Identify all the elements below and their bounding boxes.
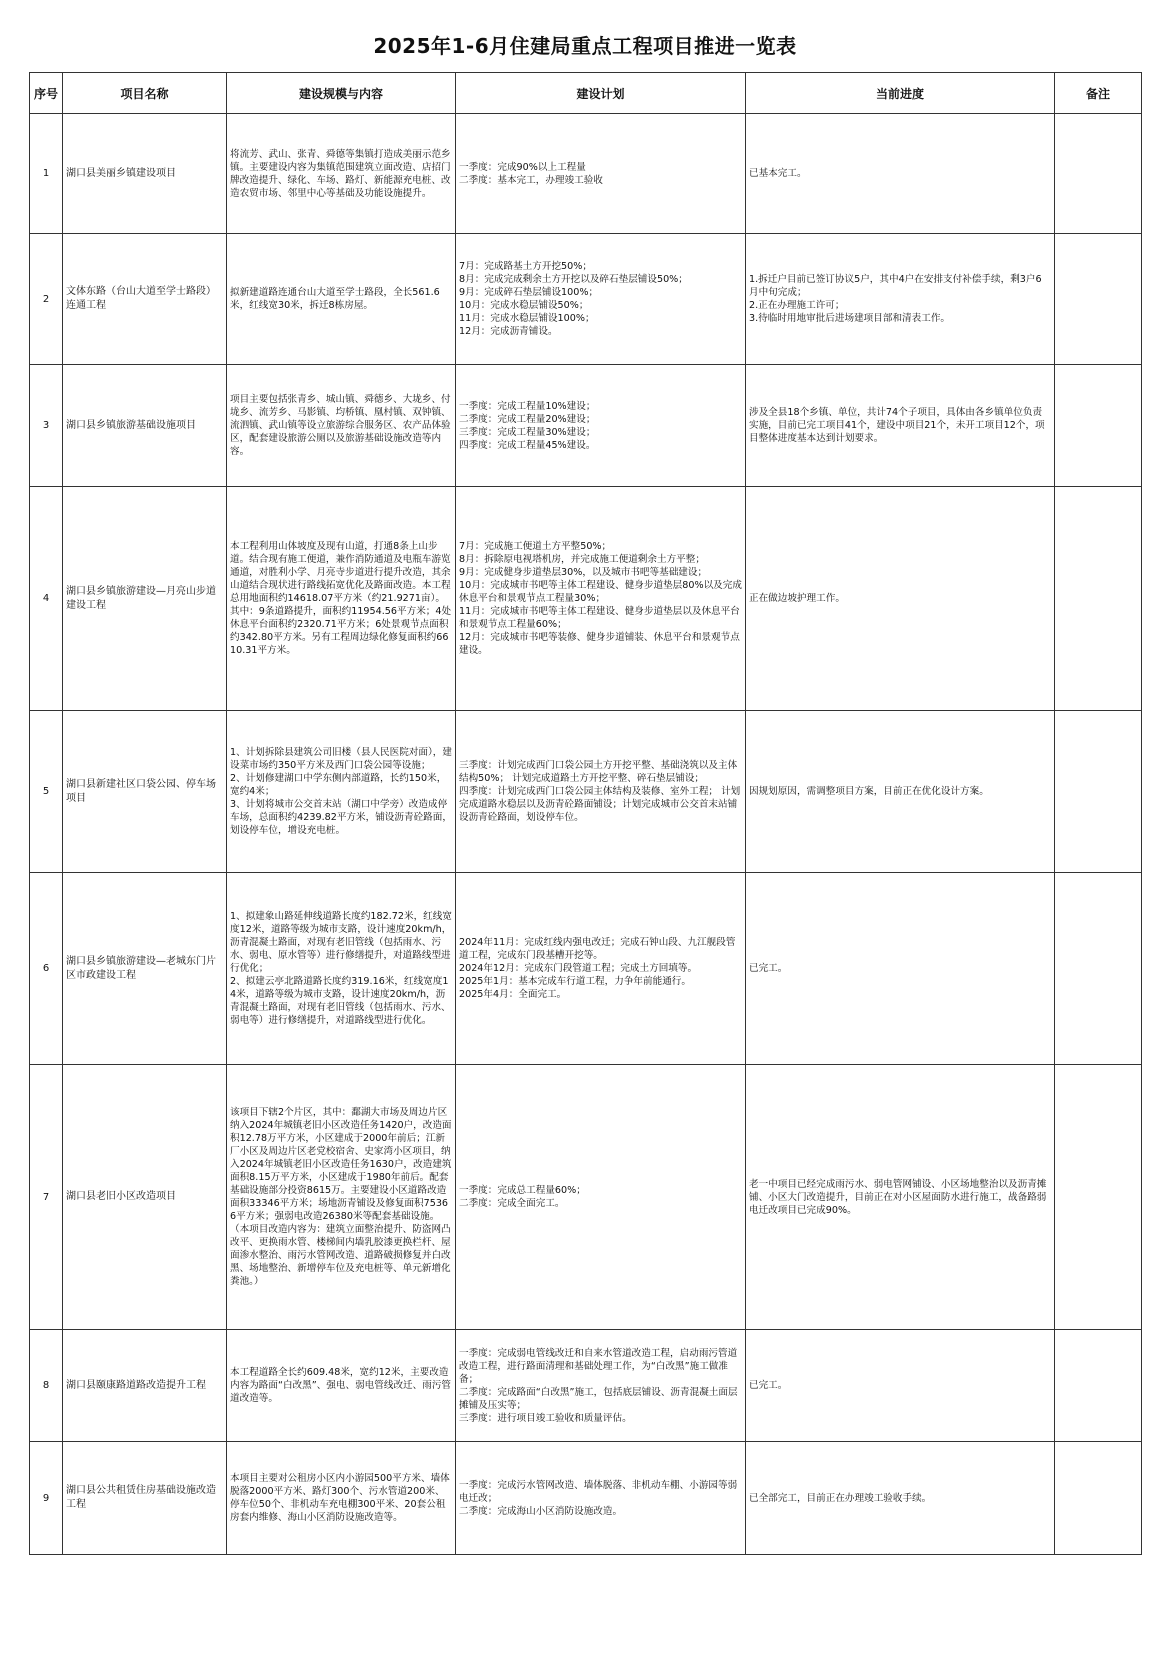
row-progress: 已完工。 — [746, 873, 1055, 1065]
row-remark — [1055, 1330, 1142, 1442]
project-table — [29, 72, 1142, 1555]
row-progress: 已完工。 — [746, 1330, 1055, 1442]
row-name: 湖口县颐康路道路改造提升工程 — [63, 1330, 227, 1442]
row-seq: 2 — [30, 234, 63, 365]
row-scope: 项目主要包括张青乡、城山镇、舜德乡、大垅乡、付垅乡、流芳乡、马影镇、均桥镇、凰村镇、双钟镇、流泗镇、武山镇等设立旅游综合服务区、农产品体验区，配套建设旅游公厕以及旅游基础设施改造等内容。 — [227, 365, 456, 487]
table-row — [30, 365, 1142, 487]
row-scope: 将流芳、武山、张青、舜德等集镇打造成美丽示范乡镇。主要建设内容为集镇范围建筑立面改造、店招门牌改造提升、绿化、车场、路灯、新能源充电桩、改造农贸市场、邻里中心等基础及功能设施提升。 — [227, 114, 456, 234]
row-plan: 一季度：完成90%以上工程量 二季度：基本完工，办理竣工验收 — [456, 114, 746, 234]
table-row — [30, 711, 1142, 873]
header-name: 项目名称 — [63, 73, 227, 114]
row-name: 湖口县新建社区口袋公园、停车场项目 — [63, 711, 227, 873]
table-row — [30, 873, 1142, 1065]
table-row — [30, 114, 1142, 234]
row-scope: 本工程道路全长约609.48米，宽约12米，主要改造内容为路面“白改黑”、强电、弱电管线改迁、雨污管道改造等。 — [227, 1330, 456, 1442]
row-plan: 三季度：计划完成西门口袋公园土方开挖平整、基础浇筑以及主体结构50%； 计划完成道路土方开挖平整、碎石垫层铺设； 四季度：计划完成西门口袋公园主体结构及装修、室外工程； 计划完成道路水稳层以及沥青砼路面铺设；计划完成城市公交首末站铺设沥青砼路面，划设停车位。 — [456, 711, 746, 873]
row-remark — [1055, 365, 1142, 487]
row-plan: 7月：完成施工便道土方平整50%； 8月：拆除原电视塔机房，并完成施工便道剩余土方平整； 9月：完成健身步道垫层30%，以及城市书吧等基础建设； 10月：完成城市书吧等主体工程建设、健身步道垫层80%以及完成休息平台和景观节点工程量30%； 11月：完成城市书吧等主体工程建设、健身步道垫层以及休息平台和景观节点工程量60%； 12月：完成城市书吧等装修、健身步道铺装、休息平台和景观节点建设。 — [456, 487, 746, 711]
row-seq: 8 — [30, 1330, 63, 1442]
header-scope: 建设规模与内容 — [227, 73, 456, 114]
row-seq: 3 — [30, 365, 63, 487]
header-seq: 序号 — [30, 73, 63, 114]
row-remark — [1055, 1065, 1142, 1330]
table-row — [30, 1330, 1142, 1442]
table-row — [30, 487, 1142, 711]
row-scope: 本工程利用山体坡度及现有山道，打通8条上山步道。结合现有施工便道，兼作消防通道及电瓶车游览通道，对胜利小学、月亮寺步道进行提升改造，其余山道结合现状进行路线拓宽优化及路面改造。本工程总用地面积约14618.07平方米（约21.9271亩）。其中：9条道路提升，面积约11954.56平方米；4处休息平台面积约2320.71平方米；6处景观节点面积约342.80平方米。另有工程周边绿化修复面积约6610.31平方米。 — [227, 487, 456, 711]
row-name: 湖口县乡镇旅游基础设施项目 — [63, 365, 227, 487]
table-row — [30, 1442, 1142, 1555]
row-name: 湖口县美丽乡镇建设项目 — [63, 114, 227, 234]
header-remark: 备注 — [1055, 73, 1142, 114]
row-seq: 7 — [30, 1065, 63, 1330]
row-remark — [1055, 711, 1142, 873]
header-progress: 当前进度 — [746, 73, 1055, 114]
row-remark — [1055, 1442, 1142, 1555]
row-plan: 一季度：完成弱电管线改迁和自来水管道改造工程，启动雨污管道改造工程，进行路面清理和基础处理工作，为“白改黑”施工做准备； 二季度：完成路面“白改黑”施工，包括底层铺设、沥青混凝土面层摊铺及压实等； 三季度：进行项目竣工验收和质量评估。 — [456, 1330, 746, 1442]
row-progress: 1.拆迁户目前已签订协议5户，其中4户在安排支付补偿手续，剩3户6月中旬完成； 2.正在办理施工许可； 3.待临时用地审批后进场建项目部和清表工作。 — [746, 234, 1055, 365]
row-name: 湖口县老旧小区改造项目 — [63, 1065, 227, 1330]
row-plan: 一季度：完成工程量10%建设； 二季度：完成工程量20%建设； 三季度：完成工程量30%建设； 四季度：完成工程量45%建设。 — [456, 365, 746, 487]
row-scope: 1、计划拆除县建筑公司旧楼（县人民医院对面），建设菜市场约350平方米及西门口袋公园等设施； 2、计划修建湖口中学东侧内部道路，长约150米，宽约4米； 3、计划将城市公交首末站（湖口中学旁）改造成停车场，总面积约4239.82平方米，铺设沥青砼路面，划设停车位，增设充电桩。 — [227, 711, 456, 873]
row-name: 文体东路（台山大道至学士路段）连通工程 — [63, 234, 227, 365]
row-remark — [1055, 487, 1142, 711]
row-plan: 7月：完成路基土方开挖50%； 8月：完成完成剩余土方开挖以及碎石垫层铺设50%； 9月：完成碎石垫层铺设100%； 10月：完成水稳层铺设50%； 11月：完成水稳层铺设100%； 12月：完成沥青铺设。 — [456, 234, 746, 365]
row-name: 湖口县公共租赁住房基础设施改造工程 — [63, 1442, 227, 1555]
row-seq: 1 — [30, 114, 63, 234]
row-name: 湖口县乡镇旅游建设—老城东门片区市政建设工程 — [63, 873, 227, 1065]
page-title: 2025年1-6月住建局重点工程项目推进一览表 — [373, 34, 797, 58]
row-remark — [1055, 234, 1142, 365]
row-progress: 涉及全县18个乡镇、单位，共计74个子项目，具体由各乡镇单位负责实施，目前已完工项目41个，建设中项目21个，未开工项目12个，项目整体进度基本达到计划要求。 — [746, 365, 1055, 487]
table-header-row — [30, 73, 1142, 114]
row-seq: 4 — [30, 487, 63, 711]
table-row — [30, 1065, 1142, 1330]
row-progress: 已全部完工，目前正在办理竣工验收手续。 — [746, 1442, 1055, 1555]
table-row — [30, 234, 1142, 365]
row-progress: 已基本完工。 — [746, 114, 1055, 234]
row-plan: 一季度：完成污水管网改造、墙体脱落、非机动车棚、小游园等弱电迁改； 二季度：完成海山小区消防设施改造。 — [456, 1442, 746, 1555]
row-seq: 5 — [30, 711, 63, 873]
row-progress: 因规划原因，需调整项目方案，目前正在优化设计方案。 — [746, 711, 1055, 873]
row-scope: 该项目下辖2个片区，其中：鄱湖大市场及周边片区纳入2024年城镇老旧小区改造任务1420户，改造面积12.78万平方米，小区建成于2000年前后；江新厂小区及周边片区老党校宿舍、史家湾小区项目，纳入2024年城镇老旧小区改造任务1630户，改造建筑面积8.15万平方米，小区建成于1980年前后。配套基础设施部分投资8615万。主要建设小区道路改造面积33346平方米；场地沥青铺设及修复面积75366平方米；强弱电改造26380米等配套基础设施。（本项目改造内容为：建筑立面整治提升、防盗网凸改平、更换雨水管、楼梯间内墙乳胶漆更换栏杆、屋面渗水整治、雨污水管网改造、道路破损修复并白改黑、场地整治、新增停车位及充电桩等、单元新增化粪池。） — [227, 1065, 456, 1330]
row-seq: 9 — [30, 1442, 63, 1555]
row-plan: 2024年11月：完成红线内强电改迁；完成石钟山段、九江舰段管道工程，完成东门段基槽开挖等。 2024年12月：完成东门段管道工程；完成土方回填等。 2025年1月：基本完成车行道工程，力争年前能通行。 2025年4月：全面完工。 — [456, 873, 746, 1065]
row-remark — [1055, 873, 1142, 1065]
header-plan: 建设计划 — [456, 73, 746, 114]
row-plan: 一季度：完成总工程量60%； 二季度：完成全面完工。 — [456, 1065, 746, 1330]
row-name: 湖口县乡镇旅游建设—月亮山步道建设工程 — [63, 487, 227, 711]
row-scope: 1、拟建象山路延伸线道路长度约182.72米，红线宽度12米，道路等级为城市支路，设计速度20km/h，沥青混凝土路面，对现有老旧管线（包括雨水、污水、弱电、原水管等）进行修缮提升，对道路线型进行优化； 2、拟建云亭北路道路长度约319.16米，红线宽度14米，道路等级为城市支路，设计速度20km/h，沥青混凝土路面，对现有老旧管线（包括雨水、污水、弱电等）进行修缮提升，对道路线型进行优化。 — [227, 873, 456, 1065]
row-seq: 6 — [30, 873, 63, 1065]
row-scope: 本项目主要对公租房小区内小游园500平方米、墙体脱落2000平方米、路灯300个、污水管道200米、停车位50个、非机动车充电棚300平米、20套公租房套内维修、海山小区消防设施改造等。 — [227, 1442, 456, 1555]
row-progress: 老一中项目已经完成雨污水、弱电管网铺设、小区场地整治以及沥青摊铺、小区大门改造提升，目前正在对小区屋面防水进行施工，战备路弱电迁改项目已完成90%。 — [746, 1065, 1055, 1330]
row-remark — [1055, 114, 1142, 234]
row-scope: 拟新建道路连通台山大道至学士路段，全长561.6米，红线宽30米，拆迁8栋房屋。 — [227, 234, 456, 365]
row-progress: 正在做边坡护理工作。 — [746, 487, 1055, 711]
